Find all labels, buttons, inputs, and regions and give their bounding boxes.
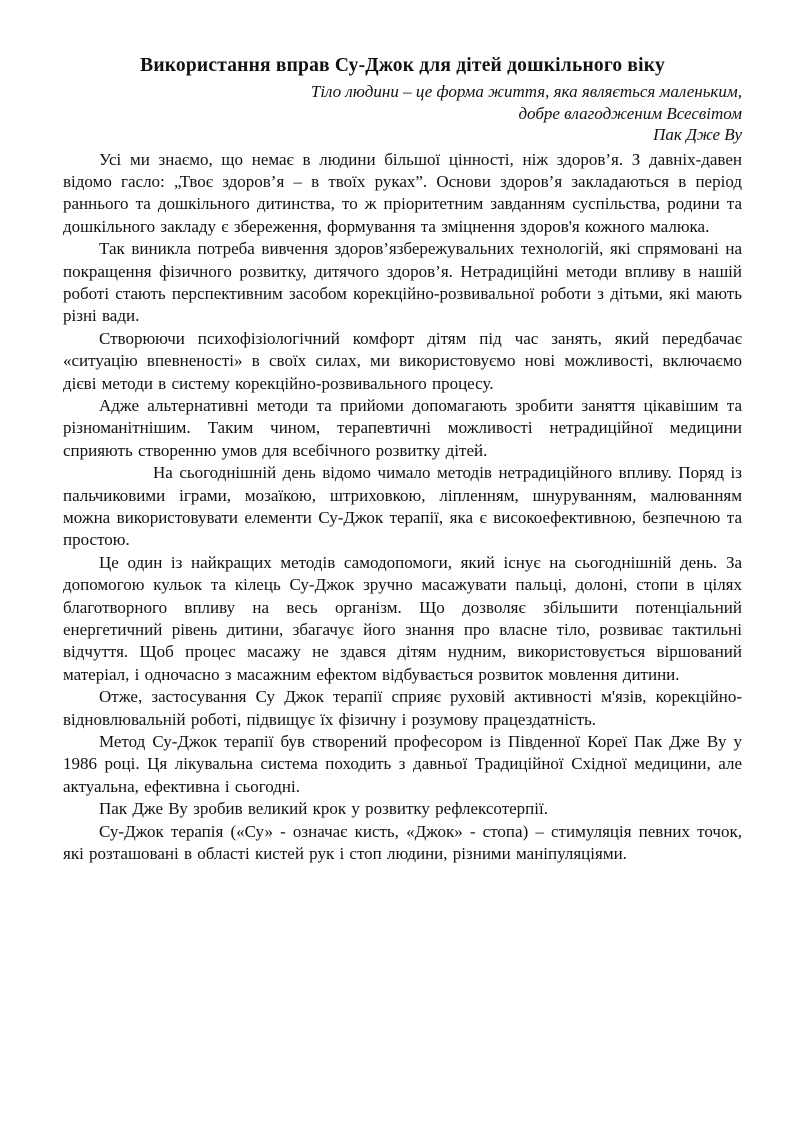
epigraph-line-1: Тіло людини – це форма життя, яка являється маленьким, bbox=[310, 82, 742, 101]
paragraph-10: Су-Джок терапія («Су» - означає кисть, «Джок» - стопа) – стимуляція певних точок, які розташовані в області кистей рук і стоп людини, різними маніпуляціями. bbox=[63, 821, 742, 864]
epigraph bbox=[63, 81, 742, 146]
document-title: Використання вправ Су-Джок для дітей дошкільного віку bbox=[140, 55, 665, 76]
paragraph-3: Створюючи психофізіологічний комфорт дітям під час занять, який передбачає «ситуацію впевненості» в своїх силах, ми використовуємо нові можливості, включаємо дієві методи в систему корекційно-розвивального процесу. bbox=[63, 328, 742, 393]
paragraph-6: Це один із найкращих методів самодопомоги, який існує на сьогоднішній день. За допомогою кульок та кілець Су-Джок зручно масажувати пальці, долоні, стопи в цілях благотворного впливу на весь організм. Що дозволяє збільшити потенціальний енергетичний рівень дитини, збагачує його знання про власне тіло, розвиває тактильні відчуття. Щоб процес масажу не здався дітям нудним, використовується віршований матеріал, і одночасно з масажним ефектом відбувається розвиток мовлення дитини. bbox=[63, 552, 742, 684]
paragraph-9: Пак Дже Ву зробив великий крок у розвитку рефлексотерпії. bbox=[99, 799, 548, 819]
epigraph-line-2: добре влагодженим Всесвітом bbox=[518, 103, 742, 123]
paragraph-1: Усі ми знаємо, що немає в людини більшої цінності, ніж здоров’я. З давніх-давен відомо гасло: „Твоє здоров’я – в твоїх руках”. Основи здоров’я закладаються в період раннього та дошкільного дитинства, то ж пріоритетним завданням суспільства, родини та дошкільного закладу є збереження, формування та зміцнення здоров'я кожного малюка. bbox=[63, 149, 742, 236]
paragraph-8: Метод Су-Джок терапії був створений професором із Південної Кореї Пак Дже Ву у 1986 році. Ця лікувальна система походить з давньої Традиційної Східної медицини, але актуальна, ефективна і сьогодні. bbox=[63, 732, 742, 796]
paragraph-7: Отже, застосування Су Джок терапії сприяє руховій активності м'язів, корекційно-відновлювальній роботі, підвищує їх фізичну і розумову працездатність. bbox=[63, 687, 742, 729]
paragraph-5: На сьогоднішній день відомо чимало методів нетрадиційного впливу. Поряд із пальчиковими іграми, мозаїкою, штриховкою, ліпленням, шнуруванням, малюванням можна використовувати елементи Су-Джок терапії, яка є високоефективною, безпечною та простою. bbox=[63, 463, 742, 550]
epigraph-attribution: Пак Дже Ву bbox=[653, 125, 742, 144]
document-body bbox=[63, 149, 742, 866]
paragraph-4: Адже альтернативні методи та прийоми допомагають зробити заняття цікавішим та різноманітнішим. Таким чином, терапевтичні можливості нетрадиційної медицини сприяють створенню умов для всебічного розвитку дітей. bbox=[63, 395, 742, 460]
paragraph-2: Так виникла потреба вивчення здоров’язбережувальних технологій, які спрямовані на покращення фізичного розвитку, дитячого здоров’я. Нетрадиційні методи впливу в нашій роботі стають перспективним засобом корекційно-розвивальної роботи з дітьми, які мають різні вади. bbox=[63, 239, 742, 326]
